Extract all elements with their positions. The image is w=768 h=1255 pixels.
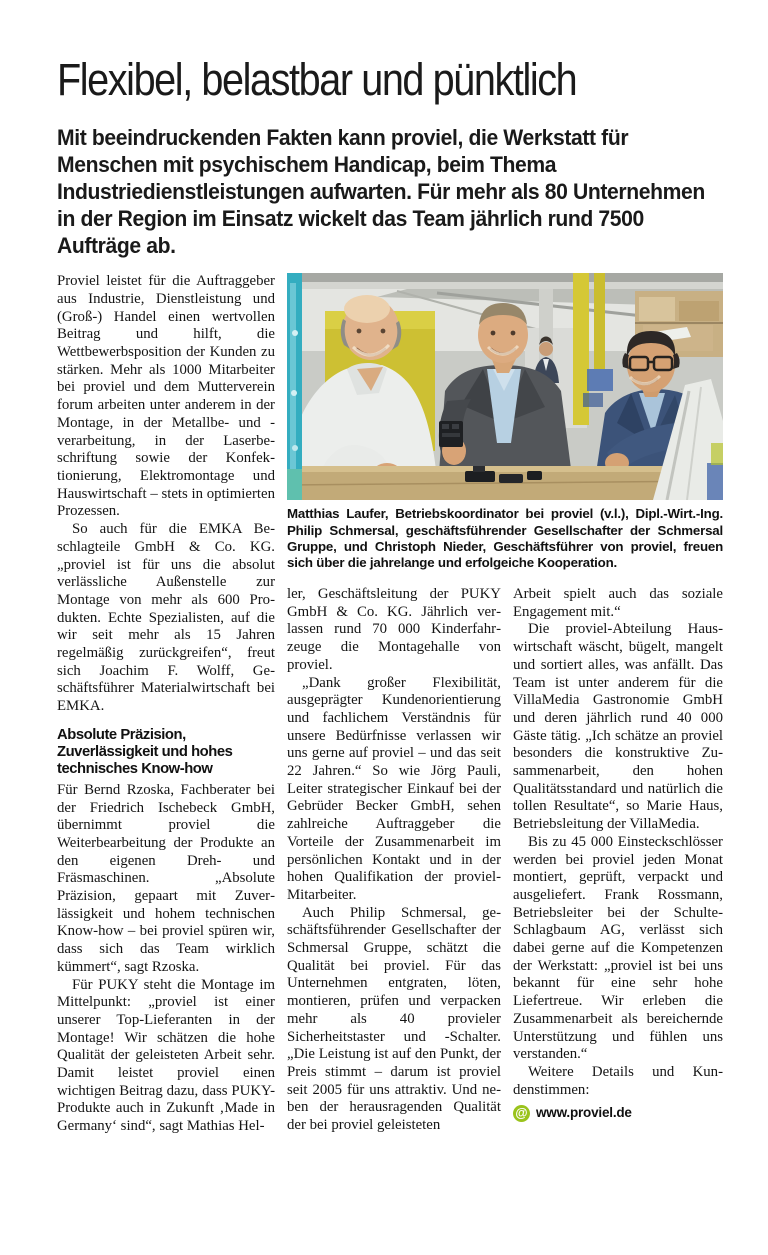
column-3 [513,586,723,1136]
body-paragraph: Für Bernd Rzoska, Fachberater bei der Friedrich Ischebeck GmbH, übernimmt proviel die Weiterbearbeitung der Produkte an den eigenen Dreh- und Fräsmaschinen. „Absolute Präzision, gepaart mit Zuverlässigkeit und hohem technischen Know-how – bei proviel spüren wir, dass sich das Team wirklich kümmert“, sagt Rzoska. [57,781,275,975]
photo-caption: Matthias Laufer, Betriebskoordinator bei proviel (v.l.), Dipl.-Wirt.-Ing. Philip Schmersal, geschäftsführender Gesellschafter der Schmersal Gruppe, und Christoph Nieder, Geschäftsführer von proviel, freuen sich über die jahrelange und erfolgeiche Kooperation. [287,506,723,571]
section-subheading: Absolute Präzision, Zuverlässigkeit und hohes technisches Know-how [57,726,233,777]
article-photo [287,273,723,573]
body-paragraph: Arbeit spielt auch das soziale Engagement mit.“ [513,585,723,620]
body-paragraph: Weitere Details und Kundenstimmen: [513,1063,723,1098]
website-link[interactable] [513,1104,723,1122]
at-icon: @ [513,1105,530,1122]
workshop-photo-illustration [287,273,723,500]
body-paragraph: ler, Geschäftsleitung der PUKY GmbH & Co. KG. Jährlich verlassen rund 70 000 Kinderfahrzeuge die Montagehalle von proviel. [287,585,501,673]
workshop-photo [287,273,723,500]
column-1 [57,273,275,1136]
body-paragraph: Für PUKY steht die Montage im Mittelpunkt: „proviel ist einer unserer Top-Lieferanten in der Montage! Wir schätzen die hohe Qualität der geleisteten Arbeit sehr. Damit leistet proviel einen wichtigen Beitrag dazu, dass PUKY-Produkte auch in Zukunft ‚Made in Germany‘ sind“, sagt Mathias Hel- [57,976,275,1135]
body-paragraph: Bis zu 45 000 Einsteckschlösser werden bei proviel jeden Monat montiert, geprüft, verpackt und ausgeliefert. Frank Rossmann, Betriebsleiter bei der Schulte-Schlagbaum AG, verlässt sich dabei gerne auf die Kompetenzen der Werkstatt: „proviel ist bei uns bekannt für eine sehr hohe Liefertreue. Wir erleben die Zusammenarbeit als bereichernde Unterstützung und fühlen uns verstanden.“ [513,833,723,1063]
article-body [57,273,723,1136]
body-paragraph: Die proviel-Abteilung Hauswirtschaft wäscht, bügelt, mangelt und sortiert alles, was anfällt. Das Team ist unter anderem für die VillaMedia Gastronomie GmbH und deren jährlich rund 40 000 Gäste tätig. „Ich schätze an proviel besonders die konstruktive Zusammenarbeit, den hohen Qualitätsstandard und natürlich die tollen Resultate“, so Marie Haus, Betriebsleitung der VillaMedia. [513,621,723,833]
column-2 [287,586,501,1136]
article-headline: Flexibel, belastbar und pünktlich [57,54,577,105]
website-url: www.proviel.de [536,1105,632,1121]
article-intro: Mit beeindruckenden Fakten kann proviel, die Werkstatt für Menschen mit psychischem Handicap, beim Thema Industriedienstleistungen aufwarten. Für mehr als 80 Unternehmen in der Region im Einsatz wickelt das Team jährlich rund 7500 Aufträge ab. [57,125,705,259]
body-paragraph: Proviel leistet für die Auftraggeber aus Industrie, Dienstleistung und (Groß-) Handel einen wertvollen Beitrag und hilft, die Wettbewerbsposition der Kunden zu stärken. Mehr als 1000 Mitarbeiter bei proviel und dem Mutterverein forum arbeiten unter anderem in der Montage, in der Metallbe- und -verarbeitung, in der Laserbeschriftung sowie der Konfektionierung, Elektromontage und Hauswirtschaft – stets in optimierten Prozessen. [57,273,275,520]
body-paragraph: Auch Philip Schmersal, geschäftsführender Gesellschafter der Schmersal Gruppe, schätzt die Qualität bei proviel. Für das Unternehmen entgraten, löten, montieren, prüfen und verpacken mehr als 40 provieler Sicherheitstaster und -Schalter. „Die Leistung ist auf den Punkt, der Preis stimmt – darum ist proviel seit 2005 für uns attraktiv. Und neben der herausragenden Qualität der bei proviel geleisteten [287,904,501,1134]
body-paragraph: „Dank großer Flexibilität, ausgeprägter Kundenorientierung und fachlichem Verständnis für unsere Bedürfnisse verlassen wir uns gerne auf proviel – und das seit 22 Jahren.“ So wie Jörg Pauli, Leiter strategischer Einkauf bei der Gebrüder Becker GmbH, sehen zahlreiche Auftraggeber die Vorteile der Zusammenarbeit im persönlichen Kontakt und in der hohen Qualifikation der proviel-Mitarbeiter. [287,674,501,903]
body-paragraph: So auch für die EMKA Beschlagteile GmbH & Co. KG. „proviel ist für uns die absolut verlässliche Außenstelle zur Montage von mehr als 600 Produkten. Echte Spezialisten, auf die wir seit mehr als 15 Jahren regelmäßig zurückgreifen“, freut sich Joachim F. Wolff, Geschäftsführer Materialwirtschaft bei EMKA. [57,521,275,715]
